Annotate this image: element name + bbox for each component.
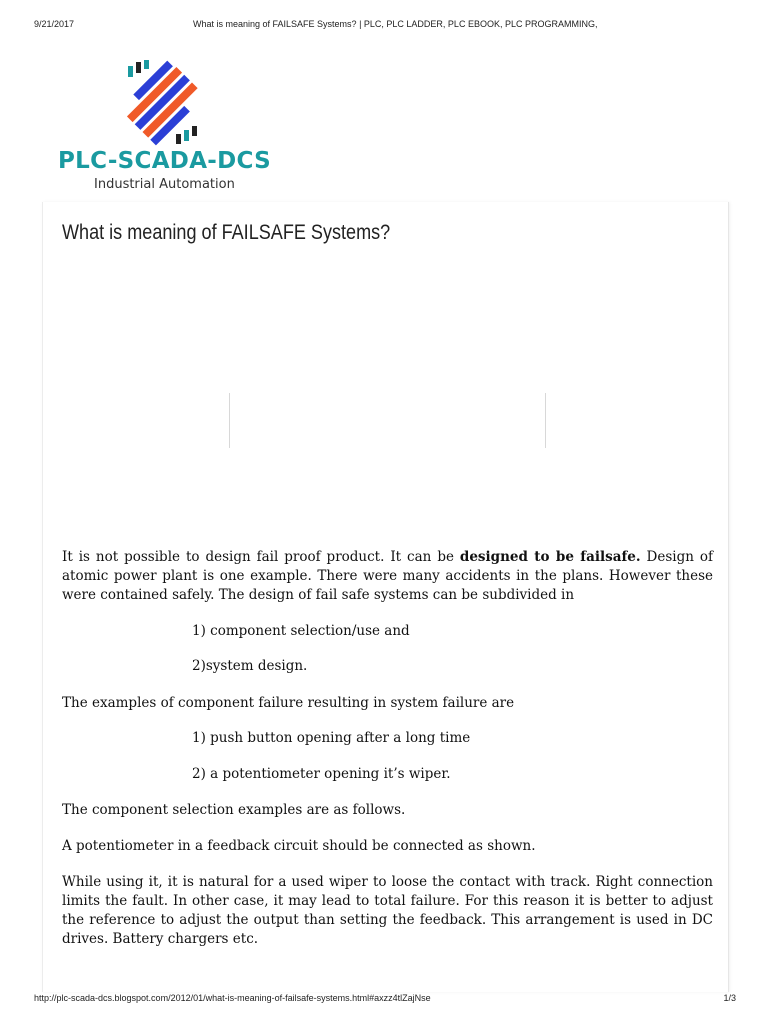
logo-mark-icon — [118, 58, 208, 148]
list-item-system-design: 2)system design. — [192, 658, 308, 674]
selection-heading: The component selection examples are as follows. — [62, 802, 406, 818]
embedded-media-placeholder — [229, 393, 546, 448]
media-border-left — [229, 393, 230, 448]
print-header — [0, 19, 768, 33]
media-border-right — [545, 393, 546, 448]
logo-tagline: Industrial Automation — [94, 177, 235, 192]
print-page-title: What is meaning of FAILSAFE Systems? | PLC, PLC LADDER, PLC EBOOK, PLC PROGRAMMING, — [193, 19, 598, 29]
site-logo[interactable] — [58, 58, 278, 193]
intro-text-end: Design of atomic power plant is one example. There were many accidents in the plans. However these were contained safely. The design of fail safe systems can be subdivided in — [62, 549, 713, 603]
list-item-component-selection: 1) component selection/use and — [192, 623, 410, 639]
examples-heading: The examples of component failure resulting in system failure are — [62, 695, 515, 711]
post-title: What is meaning of FAILSAFE Systems? — [62, 221, 391, 244]
intro-text-start: It is not possible to design fail proof product. It can be — [62, 549, 460, 565]
page-number: 1/3 — [723, 993, 736, 1003]
print-footer — [0, 993, 768, 1007]
intro-paragraph — [62, 548, 713, 605]
logo-name: PLC-SCADA-DCS — [58, 148, 272, 174]
print-date: 9/21/2017 — [34, 19, 75, 29]
potentiometer-feedback-paragraph: A potentiometer in a feedback circuit should be connected as shown. — [62, 838, 536, 854]
example-potentiometer: 2) a potentiometer opening it’s wiper. — [192, 766, 451, 782]
print-url: http://plc-scada-dcs.blogspot.com/2012/01/what-is-meaning-of-failsafe-systems.html#axzz4tlZajNse — [34, 993, 431, 1003]
intro-bold-phrase: designed to be failsafe. — [459, 549, 641, 565]
explanation-paragraph: While using it, it is natural for a used wiper to loose the contact with track. Right connection limits the fault. In other case, it may lead to total failure. For this reason it is better to adjust the reference to adjust the output than setting the feedback. This arrangement is used in DC drives. Battery chargers etc. — [62, 874, 713, 947]
example-push-button: 1) push button opening after a long time — [192, 730, 471, 746]
